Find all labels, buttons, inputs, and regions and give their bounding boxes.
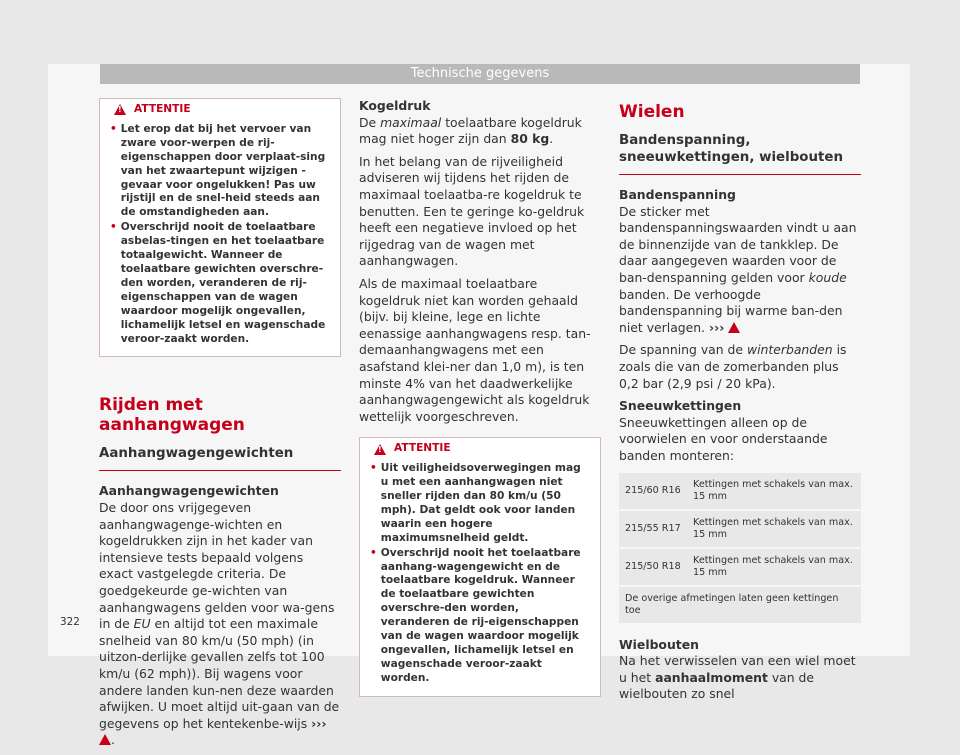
warning-icon: [374, 444, 386, 455]
bullet-icon: •: [370, 546, 377, 559]
table-row: De overige afmetingen laten geen kettingen toe: [619, 587, 861, 623]
section-title: Rijden met aanhangwagen: [99, 395, 245, 436]
warning-icon: [728, 322, 740, 333]
table-row: 215/55 R17 Kettingen met schakels van max. 15 mm: [619, 511, 861, 547]
warning-box: [99, 98, 341, 357]
paragraph-heading: Wielbouten: [619, 636, 699, 652]
paragraph-heading: Aanhangwagengewichten: [99, 483, 279, 499]
warning-box: [359, 437, 601, 696]
paragraph: Na het verwisselen van een wiel moet u het aanhaalmoment van de wielbouten zo snel: [619, 653, 856, 702]
table-row: 215/50 R18 Kettingen met schakels van max. 15 mm: [619, 549, 861, 585]
snow-chain-table: [619, 471, 861, 625]
paragraph: De sticker met bandenspanningswaarden vindt u aan de binnenzijde van de tankklep. De daar aangegeven waarden voor de ban-denspanning gelden voor koude banden. De verhoogde bandenspanning bij warme ban-den niet verlagen. ›››: [619, 203, 857, 335]
paragraph: In het belang van de rijveiligheid adviseren wij tijdens het rijden de maximaal toelaatba-re kogeldruk te benutten. Een te geringe ko-geldruk heeft een negatieve invloed op het rijgedrag van de wagen met aanhangwagen.: [359, 153, 585, 269]
bullet-icon: •: [370, 462, 377, 475]
warning-icon: [99, 734, 111, 745]
page-header: Technische gegevens: [100, 64, 860, 84]
subsection-title: Aanhangwagengewichten: [99, 445, 341, 471]
warning-title: ATTENTIE: [394, 442, 451, 455]
paragraph: De maximaal toelaatbare kogeldruk mag niet hoger zijn dan 80 kg.: [359, 114, 582, 147]
warning-item: • Uit veiligheidsoverwegingen mag u met een aanhangwagen niet sneller rijden dan 80 km/u (50 mph). Dat geldt ook voor landen waarin een hogere maximumsnelheid geldt.: [370, 462, 581, 544]
warning-icon: [114, 104, 126, 115]
reference-link[interactable]: ›››: [709, 319, 725, 335]
table-row: 215/60 R16 Kettingen met schakels van max. 15 mm: [619, 473, 861, 509]
reference-link[interactable]: ›››: [311, 715, 327, 731]
paragraph-heading: Bandenspanning: [619, 187, 736, 202]
section-title: Wielen: [619, 102, 685, 122]
paragraph: De spanning van de winterbanden is zoals die van de zomerbanden plus 0,2 bar (2,9 psi / 20 kPa).: [619, 342, 847, 391]
column-right: [619, 98, 861, 709]
page-number: 322: [60, 616, 80, 628]
subsection-title: Bandenspanning, sneeuwkettingen, wielbouten: [619, 132, 861, 175]
column-middle: [359, 98, 601, 697]
warning-item: • Overschrijd nooit het toelaatbare aanhang-wagengewicht en de toelaatbare kogeldruk. Wanneer de toelaatbare gewichten overschre-den worden, veranderen de rij-eigenschappen van de wagen waardoor mogelijk ongevallen, lichamelijk letsel en wagenschade veroor-zaakt worden.: [370, 546, 581, 684]
paragraph-heading: Sneeuwkettingen: [619, 398, 742, 414]
paragraph-heading: Kogeldruk: [359, 98, 431, 113]
paragraph: Als de maximaal toelaatbare kogeldruk niet kan worden gehaald (bijv. bij kleine, lege en lichte eenassige aanhangwagens resp. tan-demaanhangwagens met een asafstand klei-ner dan 1,0 m), is ten minste 4% van het daadwerkelijke aanhangwagengewicht als kogeldruk wettelijk voorgeschreven.: [359, 275, 591, 424]
bullet-icon: •: [110, 221, 117, 234]
warning-title: ATTENTIE: [134, 103, 191, 115]
paragraph: De door ons vrijgegeven aanhangwagenge-wichten en kogeldrukken zijn in het kader van intensieve tests bepaald volgens exact vastgelegde criteria. De goedgekeurde ge-wichten van aanhangwagens gelden voor wa-gens in de EU en altijd tot een maximale snelheid van 80 km/u (50 mph) (in uitzon-derlijke gevallen zelfs tot 100 km/u (62 mph)). Bij wagens voor andere landen kun-nen deze waarden afwijken. U moet altijd uit-gaan van de gegevens op het kentekenbe-wijs ››› .: [99, 500, 340, 748]
column-left: [99, 98, 341, 755]
paragraph: Sneeuwkettingen alleen op de voorwielen en voor onderstaande banden monteren:: [619, 414, 828, 463]
warning-item: • Let erop dat bij het vervoer van zware voor-werpen de rij-eigenschappen door verplaat-sing van het zwaartepunt wijzigen - gevaar voor ongelukken! Pas uw rijstijl en de snel-heid steeds aan de omstandigheden aan.: [110, 122, 326, 219]
bullet-icon: •: [110, 122, 117, 135]
warning-item: • Overschrijd nooit de toelaatbare asbelas-tingen en het toelaatbare totaalgewicht. Wanneer de toelaatbare gewichten overschre-den worden, veranderen de rij-eigenschappen van de wagen waardoor mogelijk ongevallen, lichamelijk letsel en wagenschade veroor-zaakt worden.: [110, 221, 326, 345]
